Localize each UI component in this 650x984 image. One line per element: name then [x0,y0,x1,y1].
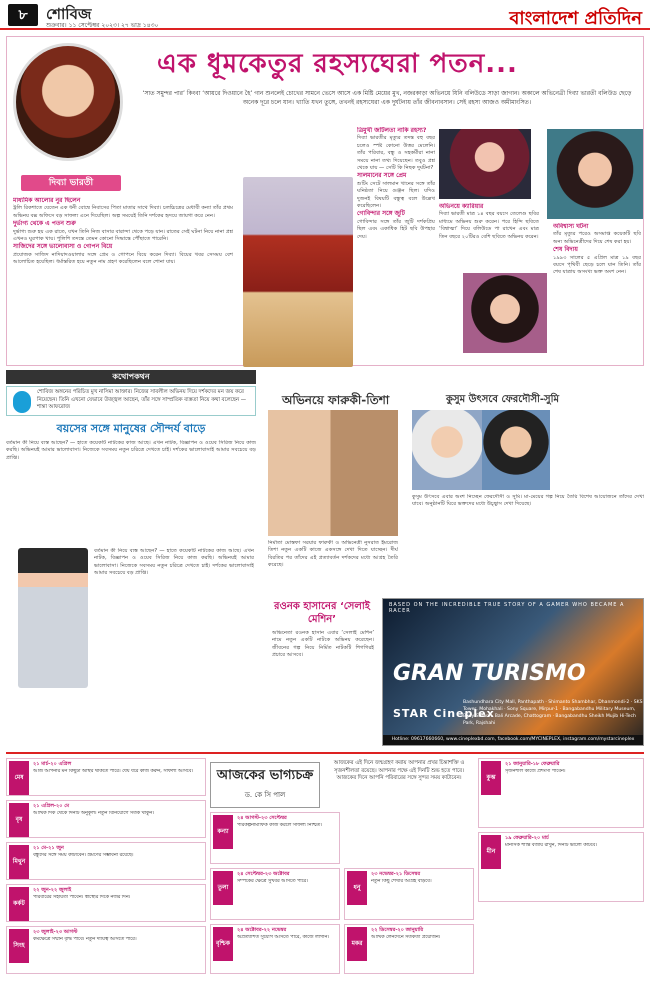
page-number: ৮ [8,4,38,26]
couple-photo [268,410,398,536]
portrait-caption: দিব্যা ভারতী [21,175,121,191]
interview-headline: বয়সের সঙ্গে মানুষের সৌন্দর্য বাড়ে [56,422,206,435]
subhead: গোবিন্দার সঙ্গে জুটি [357,210,405,218]
horoscope-intro: আজকের এই দিনে জন্মগ্রহণ করায় আপনার প্রখর চিন্তাশক্তি ও সৃজনশীলতা রয়েছে। আপনার পক্ষে এই দিনটি শুভ হতে পারে। আজকের দিনে আপনি পরিবারের সঙ্গে সুন্দর সময় কাটাবেন। [333,760,465,782]
horoscope-section [6,752,644,980]
interview-intro: শোবিজ অঙ্গনের পরিচিত মুখ নাসিমা আক্তার। নিজের সাবলীল অভিনয় দিয়ে দর্শকদের মন জয় করে নিয়েছেন। তিনি এখনো যেভাবে উজ্জ্বল আছেন, তাঁর সঙ্গে সাম্প্রতিক ব্যস্ততা নিয়ে কথা বলেছেন — শান্তা আফরোজ [37,389,247,410]
feature-column-3a [439,203,539,269]
story2-title: কুসুম উৎসবে ফেরদৌসী-সুমি [446,394,560,405]
sign-text: আজ আপনার মন কিছুটা অস্থির থাকতে পারে। ধৈর্য ধরে কাজ করুন, সাফল্য আসবে। [33,769,193,774]
feature-story [6,36,644,366]
sign-date: ২১ মার্চ-২০ এপ্রিল [33,761,72,767]
body-text: দুর্ভাগ্য শুরু হয় এক রাতে, যখন তিনি নিজ বাসার বারান্দা থেকে পড়ে যান। রাতের সেই ঘটনা নিয়ে নানা প্রশ্ন এখনও ঘুরপাক খায়। পুলিশি তদন্তে তেমন কোনো সিদ্ধান্তে পৌঁছাতে পারেনি। [13,228,233,243]
sign-text: আর্থিক দিক থেকে দিনটি অনুকূল। নতুন বিনিয়োগে সতর্ক থাকুন। [33,811,154,816]
story2-body: কুসুম উৎসবে এবার অংশ নিচ্ছেন ফেরদৌসী ও সুমি। মা-মেয়ের গল্প নিয়ে তৈরি বিশেষ আয়োজনে তাঁদের দেখা যাবে। অনুষ্ঠানটি ঘিরে ভক্তদের মধ্যে উচ্ছ্বাস দেখা দিয়েছে। [412,494,644,508]
sign-text: মানসিক শান্তি বজায় রাখুন, দিনটি ভালো কাটবে। [505,843,597,848]
subhead: সালমানের সঙ্গে প্রেম [357,172,407,180]
mother-photo [412,410,482,490]
sign-date: ২৪ সেপ্টেম্বর-২৩ অক্টোবর [237,871,290,877]
feature-column-1 [13,197,233,365]
subhead: মাধ্যমিক আলোর নুর ছিলেন [13,197,81,204]
sign-text: বন্ধুদের সঙ্গে সময় কাটাবেন। ভ্রমণের সম্ভাবনা রয়েছে। [33,853,134,858]
sign-taurus [6,800,206,838]
subhead: সাজিদের সঙ্গে ভালোবাসা ও গোপন বিয়ে [13,243,113,251]
interview-body: বর্তমান কী নিয়ে ব্যস্ত আছেন? — হাতে কয়েকটি নাটকের কাজ আছে। এখন নাটক, বিজ্ঞাপন ও ওয়েব সিরিজ নিয়ে কাজ করছি। অভিনয়ই আমার ভালোবাসা। নিজেকে সবসময় নতুন চরিত্রে দেখতে চাই। দর্শকের ভালোবাসাই আমার সবচেয়ে বড় প্রাপ্তি। [6,440,256,461]
sign-date: ২৪ অক্টোবর-২২ নভেম্বর [237,927,287,933]
dance-photo [243,177,353,367]
sign-scorpio [210,924,340,974]
sign-date: ১৯ ফেব্রুয়ারি-২০ মার্চ [505,835,549,841]
cinema-locations: Bashundhara City Mall, Panthapath · Shimanto Shambhar, Dhanmondi-2 · SKS Tower, Mohakhali · Sony Square, Mirpur-1 · Bangabandhu Military Museum, Bijoy Sarani · Bali Arcade, Chattogram · Bangabandhu Sheikh Mujib Hi-Tech Park, Rajshahi [463,700,643,726]
subhead: শেষ বিদায় [553,246,578,254]
sign-name: বৃশ্চিক [213,927,233,961]
sign-text: পরিকল্পনামাফিক কাজ করলে সাফল্য নিশ্চিত। [237,823,322,828]
story1-body: নির্মাতা মোস্তফা সরয়ার ফারুকী ও অভিনেত্রী নুসরাত ইমরোজ তিশা নতুন একটি কাজে একসঙ্গে দেখা দিতে যাচ্ছেন। দীর্ঘ বিরতির পর তাঁদের এই প্রত্যাবর্তন দর্শকদের মধ্যে আগ্রহ তৈরি করেছে। [268,540,398,569]
story3-title: রওনক হাসানের ‘সেলাই মেশিন’ [274,601,370,625]
subhead: ত্রিমুখী জটিলতা নাকি রহস্য? [357,127,427,134]
movie-poster-ad[interactable] [382,598,644,746]
photo-bottom [463,273,547,353]
body-text: তাঁর মৃত্যুর পরেও অসমাপ্ত কয়েকটি ছবি অন্য অভিনেত্রীদের দিয়ে শেষ করা হয়। [553,231,641,245]
newspaper-logo [509,4,642,40]
sign-date: ২১ এপ্রিল-২০ মে [33,803,70,809]
sign-date: ২৩ নভেম্বর-২১ ডিসেম্বর [371,871,421,877]
body-text: দিব্যা ভারতীর মৃত্যুর তদন্ত বহু বছর চলেও স্পষ্ট কোনো উত্তর মেলেনি। তাঁর পরিবার, বন্ধু ও সহকর্মীরা নানা সময়ে নানা তথ্য দিয়েছেন। তবুও প্রশ্ন থেকে যায় — সেটি কি নিছক দুর্ঘটনা? [357,135,435,172]
sign-name: তুলা [213,871,233,905]
sign-name: মকর [347,927,367,961]
sign-text: কর্মক্ষেত্রে সম্মান বৃদ্ধি পাবে। নতুন দায়িত্ব আসতে পারে। [33,937,137,942]
interview-label: কথোপকথন [6,370,256,384]
poster-title: GRAN TURISMO [393,661,586,686]
body-text: ট্রলি রিকশাতে যেতেন এক ধনী বোম্বে নিবাসের পিতা মাতার সাথে দিব্যা। চলচ্চিত্রের মেধাবী কন্যা তাঁর প্রথম অভিনয় বক্স অফিসে বড় সাফল্য এনে দিয়েছিল। অল্প সময়েই তিনি দর্শকের হৃদয়ে জায়গা করে নেন। [13,205,233,219]
sign-name: কুম্ভ [481,761,501,795]
sign-aquarius [478,758,644,828]
sign-text: আর্থিক লেনদেনে সতর্কতা প্রয়োজন। [371,935,441,940]
issue-date: শুক্রবার। ১১ সেপ্টেম্বর ২০২৩। ২৭ ভাদ্র ১৪৩০ [46,22,159,29]
poster-tagline: BASED ON THE INCREDIBLE TRUE STORY OF A GAMER WHO BECAME A RACER [389,602,625,614]
photo-top [439,129,531,199]
sign-text: সৃজনশীল কাজে প্রশংসা পাবেন। [505,769,566,774]
body-text: দিব্যা ভারতী মাত্র ১৪ বছর বয়সে তেলেগু ছবির মাধ্যমে অভিনয় শুরু করেন। পরে হিন্দি ছবিতে ‘বিশ্বাত্মা’ দিয়ে বলিউডে পা রাখেন এবং মাত্র তিন বছরে ২০টিরও বেশি ছবিতে অভিনয় করেন। [439,211,539,240]
story1-title: অভিনয়ে ফারুকী-তিশা [282,393,390,407]
sign-date: ২২ জুন-২২ জুলাই [33,887,72,893]
sign-name: সিংহ [9,929,29,963]
sign-name: মীন [481,835,501,869]
sign-date: ২৩ জুলাই-২৩ আগস্ট [33,929,78,935]
microphone-icon [13,391,31,413]
feature-portrait [13,43,123,161]
subhead: দুর্ভাগ্য থেকে এ পতন শুরু [13,220,76,228]
sign-name: কন্যা [213,815,233,849]
sign-pisces [478,832,644,902]
sign-name: মিথুন [9,845,29,879]
sign-capricorn [344,924,474,974]
sign-name: মেষ [9,761,29,795]
feature-intro: ‘সাত সমুন্দর পার’ কিংবা ‘আয়রে দিওয়ানে হৈ’ গান শুনলেই চোখের সামনে ভেসে আসে এক মিষ্টি মেয়ের মুখ, নজরকাড়া অভিনয়ে যিনি বলিউডে সাড়া জাগান। অকালে অভিনেত্রী দিব্যা ভারতী বলিউড ছেড়ে অনেক দূরে চলে যান। খ্যাতি যখন তুঙ্গে, তখনই রহস্যঘেরা এক দুর্ঘটনায় তাঁর জীবনাবসান। সেই রহস্য আজও অমীমাংসিত। [142,90,632,106]
horoscope-title-box [210,762,320,808]
poster-hotline: Hotline: 09617660660, www.cineplexbd.com, facebook.com/MYCINEPLEX, instagram.com/mystarcineplex [383,735,643,745]
body-text: ১৯৯৩ সালের ৫ এপ্রিল মাত্র ১৯ বছর বয়সে পৃথিবী ছেড়ে চলে যান তিনি। তাঁর শেষ যাত্রায় অসংখ্য ভক্ত অংশ নেন। [553,254,641,276]
sign-text: পরিবারের সহায়তা পাবেন। স্বাস্থ্যের দিকে নজর দিন। [33,895,131,900]
interview-intro-box [6,386,256,416]
sign-text: সম্পর্কের ক্ষেত্রে সুখবর আসতে পারে। [237,879,308,884]
sign-name: ধনু [347,871,367,905]
section-title: শোবিজ [46,5,92,23]
sign-name: বৃষ [9,803,29,837]
sign-date: ২১ মে-২১ জুন [33,845,64,851]
sign-text: নতুন কিছু শেখার আগ্রহ বাড়বে। [371,879,432,884]
page-header [0,0,650,30]
sign-date: ২৪ আগস্ট-২৩ সেপ্টেম্বর [237,815,287,821]
feature-column-2 [357,127,435,365]
sign-libra [210,868,340,920]
sign-name: কর্কট [9,887,29,921]
body-text: প্রযোজক সাজিদ নাদিয়াদওয়ালার সঙ্গে প্রেম ও গোপনে বিয়ে করেন দিব্যা। বিয়ের খবর সেসময় বেশ আলোচিত হয়েছিল। ধর্মান্তরিত হয়ে নতুন নাম গ্রহণ করেছিলেন বলে শোনা যায়। [13,251,233,266]
body-text: শুটিং সেটে সালমান খানের সঙ্গে তাঁর ঘনিষ্ঠতা নিয়ে গুঞ্জন ছিল। যদিও দুজনই বিষয়টি বন্ধুত্ব বলে উল্লেখ করেছিলেন। [357,180,435,210]
daughter-photo [482,410,550,490]
story3-body: অভিনেতা রওনক হাসান এবার ‘সেলাই মেশিন’ নামে নতুন একটি নাটকে অভিনয় করেছেন। জীবনের গল্প নিয়ে নির্মিত নাটকটি শিগগিরই প্রচারে আসবে। [272,630,374,659]
feature-column-3b [553,223,641,363]
feature-headline: এক ধূমকেতুর রহস্যঘেরা পতন... [157,49,518,79]
subhead: অভিনয়ে ক্যারিয়ার [439,203,484,210]
sign-text: অপ্রত্যাশিত সুযোগ আসতে পারে, কাজে লাগান। [237,935,330,940]
logo-text: বাংলাদেশ প্রতিদিন [509,8,642,29]
sign-gemini [6,842,206,880]
sign-virgo [210,812,340,864]
sign-leo [6,926,206,974]
actress-saree-photo [18,548,88,688]
sign-sagittarius [344,868,474,920]
sign-cancer [6,884,206,922]
photo-middle [547,129,643,219]
sign-aries [6,758,206,796]
sign-date: ২২ ডিসেম্বর-২০ জানুয়ারি [371,927,424,933]
horoscope-author: ড. কে সি পাল [244,791,286,799]
interview-body-2: বর্তমান কী নিয়ে ব্যস্ত আছেন? — হাতে কয়েকটি নাটকের কাজ আছে। এখন নাটক, বিজ্ঞাপন ও ওয়েব সিরিজ নিয়ে কাজ করছি। অভিনয়ই আমার ভালোবাসা। নিজেকে সবসময় নতুন চরিত্রে দেখতে চাই। দর্শকের ভালোবাসাই আমার সবচেয়ে বড় প্রাপ্তি। [94,548,254,577]
body-text: গোবিন্দার সঙ্গে তাঁর জুটি দর্শকপ্রিয় ছিল এবং একাধিক হিট ছবি উপহার দেয়। [357,218,435,240]
subhead: অবিশ্বাস্য ঘটনা [553,223,589,230]
cineplex-logo: STAR Cineplex [393,707,495,720]
sign-date: ২১ জানুয়ারি-১৮ ফেব্রুয়ারি [505,761,560,767]
horoscope-title: আজকের ভাগ্যচক্র [216,768,314,783]
